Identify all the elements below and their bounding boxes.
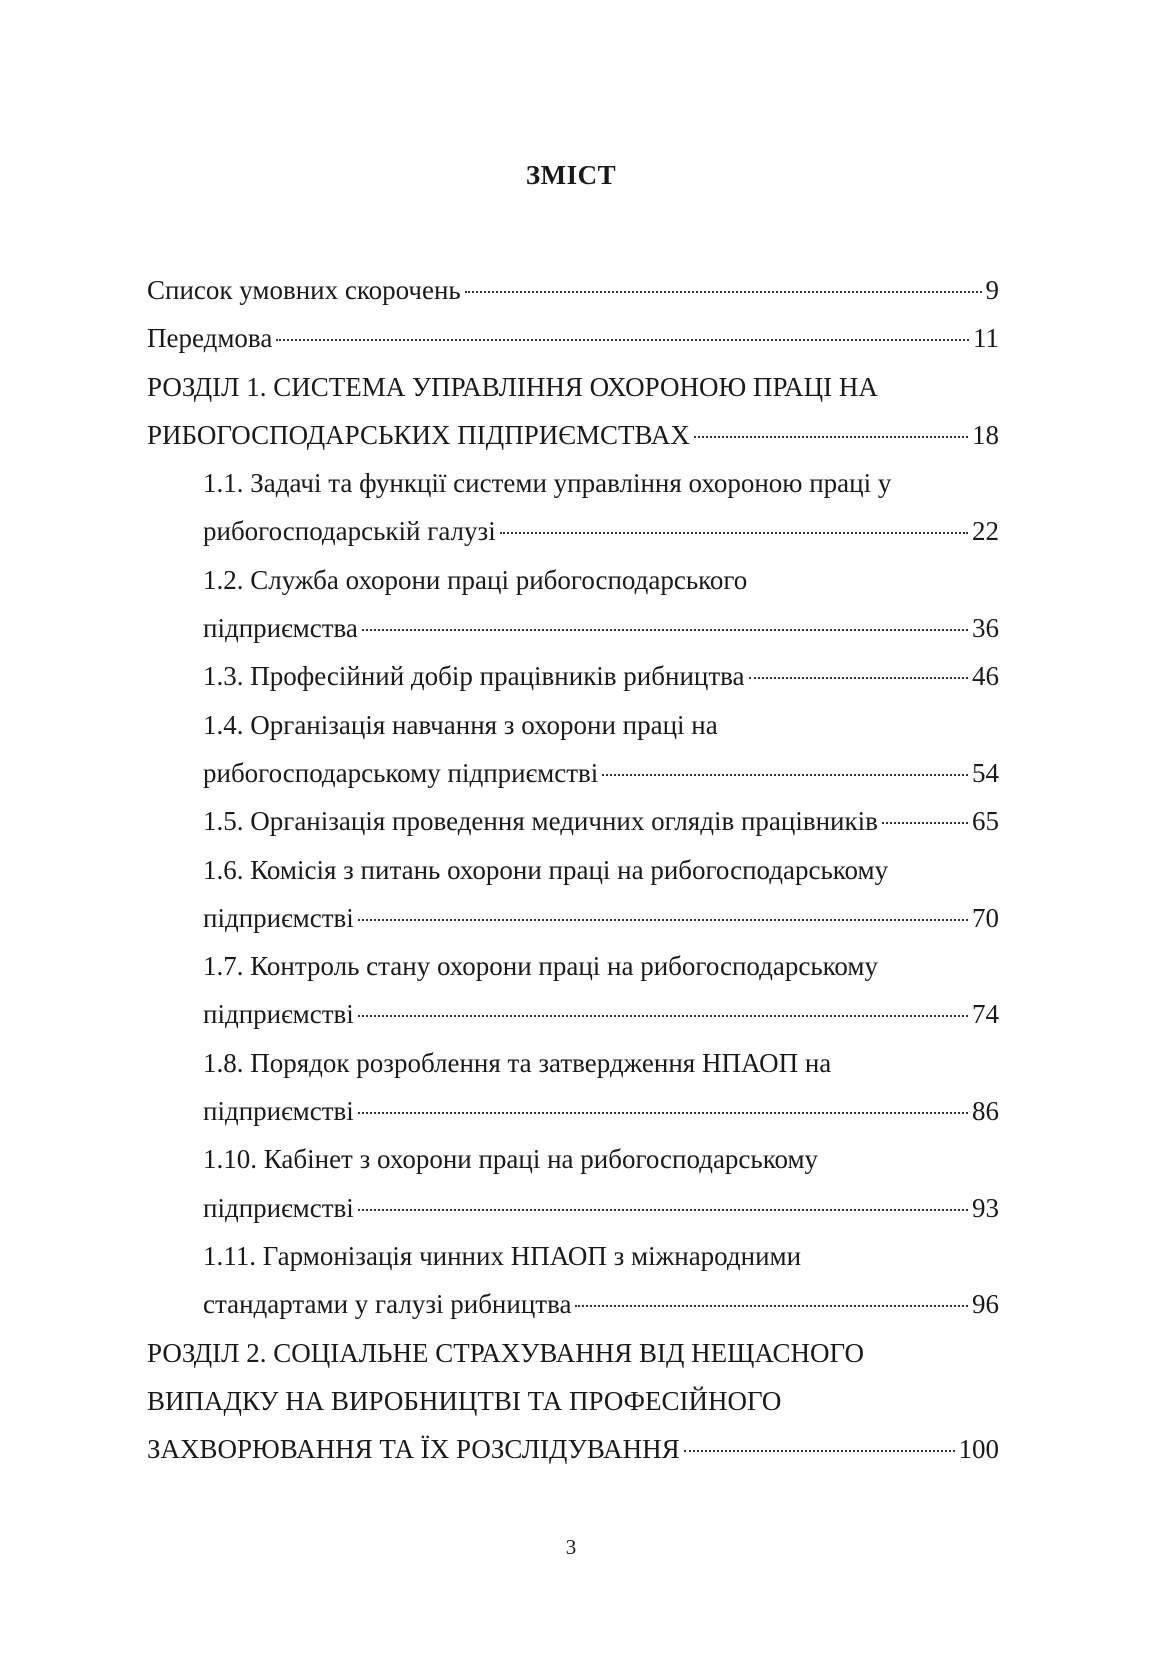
toc-entry [147, 604, 999, 652]
toc-entry-text: 1.5. Організація проведення медичних оглядів працівників [203, 806, 878, 837]
toc-entry-page: 36 [972, 613, 999, 644]
page-number: 3 [565, 1535, 577, 1559]
toc-entry-text: підприємства [203, 613, 358, 644]
toc-entry-page: 9 [985, 275, 999, 305]
toc-entry-text: підприємстві [203, 1096, 354, 1127]
dot-leader [358, 1102, 968, 1114]
dot-leader [575, 1295, 968, 1307]
table-of-contents [147, 266, 999, 1473]
dot-leader [500, 522, 968, 534]
toc-section-heading-line: РОЗДІЛ 1. СИСТЕМА УПРАВЛІННЯ ОХОРОНОЮ ПРАЦІ НА [147, 371, 878, 402]
toc-subsection-line: 1.10. Кабінет з охорони праці на рибогосподарському [203, 1144, 819, 1175]
toc-entry-text: стандартами у галузі рибництва [203, 1289, 572, 1320]
dot-leader [358, 1199, 968, 1211]
toc-entry-page: 18 [972, 419, 999, 450]
toc-entry-text: ЗАХВОРЮВАННЯ ТА ЇХ РОЗСЛІДУВАННЯ [147, 1434, 680, 1465]
toc-subsection-line: 1.8. Порядок розроблення та затвердження НПАОП на [203, 1047, 832, 1078]
toc-entry-text: підприємстві [203, 1192, 354, 1223]
toc-entry [147, 266, 999, 314]
toc-subsection-line: 1.7. Контроль стану охорони праці на рибогосподарському [203, 951, 878, 982]
dot-leader [694, 426, 968, 438]
toc-entry-page: 86 [972, 1096, 999, 1127]
toc-entry [147, 652, 999, 700]
toc-entry [147, 749, 999, 797]
toc-entry [147, 411, 999, 459]
toc-entry-page: 65 [972, 806, 999, 837]
toc-entry [147, 1425, 999, 1473]
toc-entry [147, 507, 999, 555]
toc-section-heading-line: РОЗДІЛ 2. СОЦІАЛЬНЕ СТРАХУВАННЯ ВІД НЕЩАСНОГО [147, 1337, 864, 1368]
dot-leader [358, 1005, 968, 1017]
toc-entry-text: підприємстві [203, 902, 354, 933]
toc-entry-page: 93 [972, 1192, 999, 1223]
toc-entry [147, 314, 999, 362]
dot-leader [749, 667, 968, 679]
toc-entry-text: рибогосподарському підприємстві [203, 757, 599, 788]
toc-entry-page: 46 [972, 661, 999, 692]
dot-leader [358, 909, 968, 921]
toc-section-heading-line: ВИПАДКУ НА ВИРОБНИЦТВІ ТА ПРОФЕСІЙНОГО [147, 1385, 782, 1416]
toc-entry [147, 1184, 999, 1232]
toc-entry-text: РИБОГОСПОДАРСЬКИХ ПІДПРИЄМСТВАХ [147, 419, 690, 450]
toc-subsection-line: 1.6. Комісія з питань охорони праці на рибогосподарському [203, 854, 889, 885]
toc-entry-page: 96 [972, 1289, 999, 1320]
toc-entry-text: Список умовних скорочень [147, 275, 461, 305]
toc-entry-page: 74 [972, 999, 999, 1030]
dot-leader [882, 812, 968, 824]
dot-leader [684, 1440, 955, 1452]
toc-entry [147, 797, 999, 845]
toc-entry-text: Передмова [147, 323, 273, 354]
dot-leader [602, 764, 968, 776]
toc-entry [147, 1087, 999, 1135]
dot-leader [276, 329, 969, 341]
dot-leader [362, 619, 968, 631]
toc-entry-page: 11 [973, 323, 999, 354]
toc-entry-page: 54 [972, 757, 999, 788]
toc-entry-page: 100 [958, 1434, 999, 1465]
dot-leader [465, 281, 982, 293]
toc-entry-text: рибогосподарській галузі [203, 516, 496, 547]
toc-entry-text: 1.3. Професійний добір працівників рибництва [203, 661, 745, 692]
toc-subsection-line: 1.2. Служба охорони праці рибогосподарського [203, 564, 748, 595]
toc-entry [147, 1280, 999, 1328]
toc-entry-page: 70 [972, 902, 999, 933]
toc-entry [147, 894, 999, 942]
toc-entry-text: підприємстві [203, 999, 354, 1030]
toc-subsection-line: 1.1. Задачі та функції системи управління охороною праці у [203, 468, 892, 499]
toc-entry [147, 990, 999, 1038]
page-title: ЗМІСТ [525, 160, 617, 190]
toc-entry-page: 22 [972, 516, 999, 547]
toc-subsection-line: 1.4. Організація навчання з охорони праці на [203, 709, 718, 740]
toc-subsection-line: 1.11. Гармонізація чинних НПАОП з міжнародними [203, 1240, 802, 1271]
